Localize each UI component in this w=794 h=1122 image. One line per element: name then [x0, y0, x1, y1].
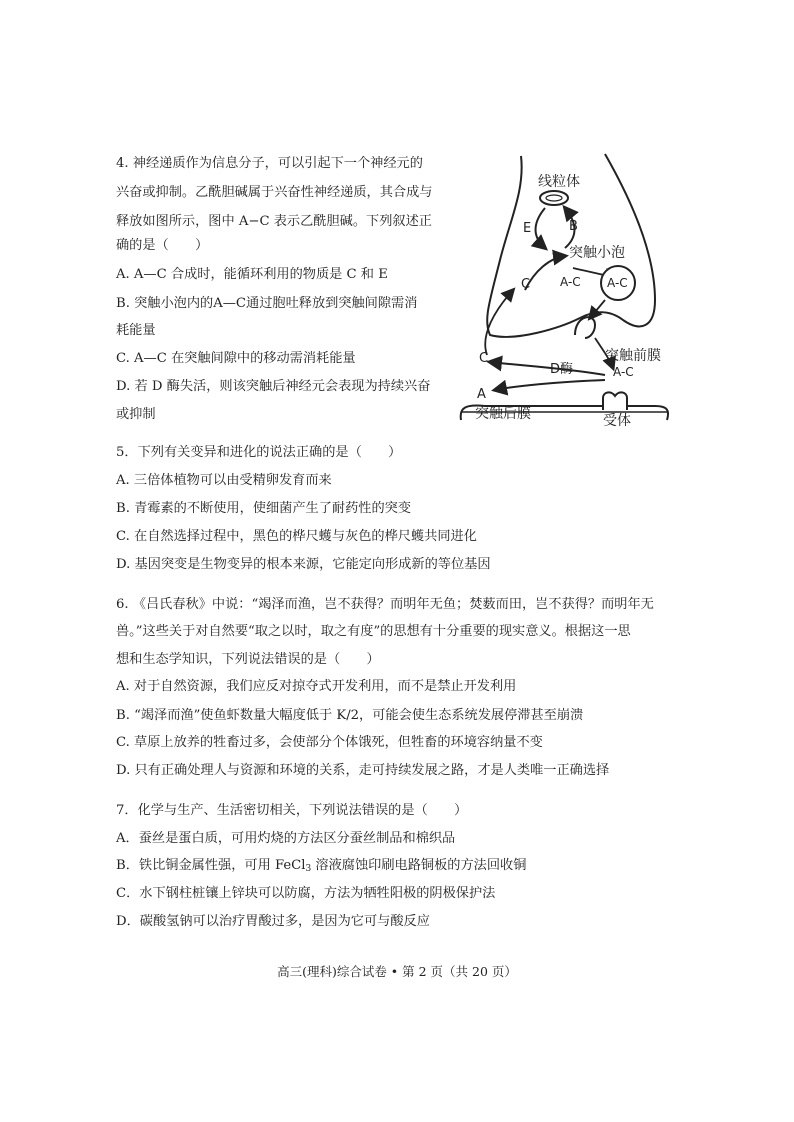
q4-stem-line: 确的是（ ）	[116, 238, 209, 253]
label-mitochondrion: 线粒体	[538, 174, 580, 190]
q5-option-c: C. 在自然选择过程中，黑色的桦尺蠖与灰色的桦尺蠖共同进化	[116, 529, 477, 544]
q6-option-a: A. 对于自然资源，我们应反对掠夺式开发利用，而不是禁止开发利用	[116, 679, 517, 694]
q7-option-b-text: B．铁比铜金属性强，可用 FeCl	[116, 858, 306, 873]
q6-option-d: D. 只有正确处理人与资源和环境的关系，走可持续发展之路，才是人类唯一正确选择	[116, 763, 610, 778]
q5-option-b: B. 青霉素的不断使用，使细菌产生了耐药性的突变	[116, 501, 412, 516]
q7-option-d: D．碳酸氢钠可以治疗胃酸过多，是因为它可与酸反应	[116, 914, 430, 929]
q4-stem-line: 兴奋或抑制。乙酰胆碱属于兴奋性神经递质，其合成与	[116, 185, 433, 200]
q7-option-c: C．水下钢柱桩镶上锌块可以防腐，方法为牺牲阳极的阴极保护法	[116, 886, 496, 901]
q5-option-a: A. 三倍体植物可以由受精卵发育而来	[116, 473, 332, 488]
label-enzyme: D酶	[550, 362, 574, 377]
q4-option-a: A. A—C 合成时，能循环利用的物质是 C 和 E	[116, 267, 388, 282]
label-ac-cleft: A-C	[613, 365, 634, 379]
q6-option-b: B. “竭泽而渔”使鱼虾数量大幅度低于 K/2，可能会使生态系统发展停滞甚至崩溃	[116, 708, 584, 723]
q6-stem-line: 兽。”这些关于对自然要“取之以时，取之有度”的思想有十分重要的现实意义。根据这一思	[116, 624, 631, 639]
q7-option-b-subscript: 3	[305, 864, 312, 874]
label-vesicle: 突触小泡	[569, 245, 625, 261]
q6-option-c: C. 草原上放养的牲畜过多，会使部分个体饿死，但牲畜的环境容纳量不变	[116, 735, 543, 750]
label-c-lower: C	[479, 351, 489, 366]
q4-option-b: B. 突触小泡内的A—C通过胞吐释放到突触间隙需消	[116, 296, 418, 311]
receptor-shape	[603, 392, 627, 410]
label-postsynaptic: 突触后膜	[475, 406, 531, 422]
label-presynaptic: 突触前膜	[605, 348, 661, 364]
q7-option-a: A．蚕丝是蛋白质，可用灼烧的方法区分蚕丝制品和棉织品	[116, 831, 456, 846]
q4-option-d: D. 若 D 酶失活，则该突触后神经元会表现为持续兴奋	[116, 379, 431, 394]
q4-option-b-cont: 耗能量	[116, 323, 156, 338]
label-a: A	[477, 387, 486, 402]
label-ac-vesicle: A-C	[607, 276, 628, 290]
label-b: B	[569, 219, 578, 234]
q6-stem-line: 想和生态学知识，下列说法错误的是（ ）	[116, 652, 380, 667]
q7-option-b-text-end: 溶液腐蚀印刷电路铜板的方法回收铜	[311, 858, 527, 873]
label-ac-left: A-C	[560, 275, 581, 289]
q4-option-c: C. A—C 在突触间隙中的移动需消耗能量	[116, 351, 356, 366]
q4-stem-line: 释放如图所示，图中 A−C 表示乙酰胆碱。下列叙述正	[116, 214, 432, 229]
mitochondrion	[540, 191, 568, 205]
q4-option-d-cont: 或抑制	[116, 407, 156, 422]
synapse-diagram	[455, 150, 675, 430]
label-receptor: 受体	[603, 413, 631, 429]
q5-option-d: D. 基因突变是生物变异的根本来源，它能定向形成新的等位基因	[116, 557, 491, 572]
page-footer: 高三(理科)综合试卷 • 第 2 页（共 20 页）	[277, 964, 517, 979]
q5-stem: 5．下列有关变异和进化的说法正确的是（ ）	[116, 445, 402, 460]
q7-stem: 7．化学与生产、生活密切相关，下列说法错误的是（ ）	[116, 803, 468, 818]
label-c-upper: C	[521, 277, 531, 292]
q7-option-b	[116, 856, 526, 879]
label-e: E	[523, 221, 532, 236]
q6-stem-line: 6. 《吕氏春秋》中说：“竭泽而渔，岂不获得？而明年无鱼；焚薮而田，岂不获得？而明年无	[116, 597, 654, 612]
q4-stem-line: 4. 神经递质作为信息分子，可以引起下一个神经元的	[116, 156, 423, 171]
